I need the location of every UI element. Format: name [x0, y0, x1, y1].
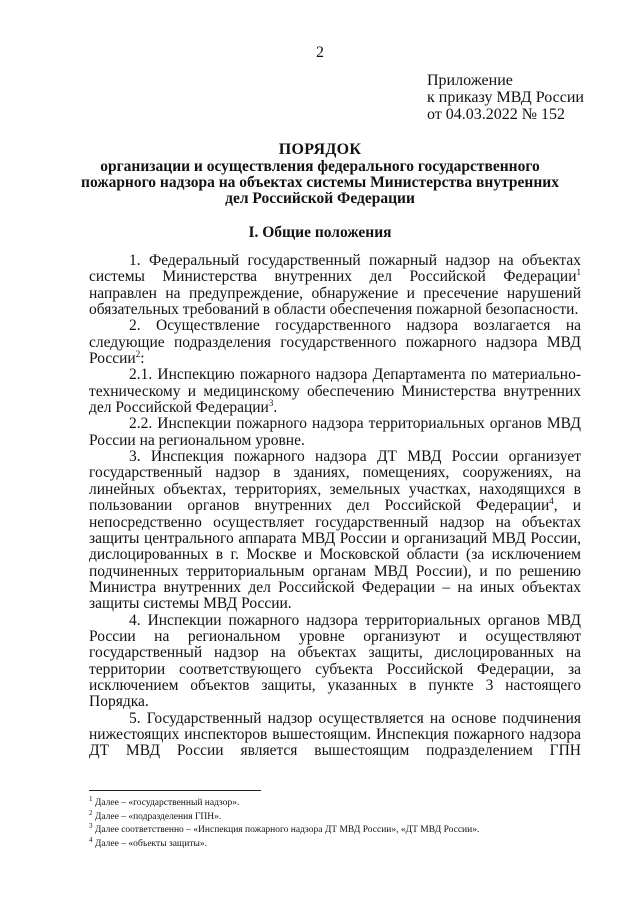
paragraph-1-text: 1. Федеральный государственный пожарный надзор на объектах системы Министерства внутренних дел Российской Федерации — [89, 252, 581, 286]
footnote-4-text: Далее – «объекты защиты». — [92, 838, 207, 849]
footnote-2-text: Далее – «подразделения ГПН». — [92, 811, 222, 822]
page-number: 2 — [316, 44, 324, 61]
footnote-1-number: 1 — [89, 794, 93, 803]
footnote-4 — [89, 835, 589, 852]
paragraph-1-text-cont: направлен на предупреждение, обнаружение и пресечение нарушений обязательных требований в области обеспечения пожарной безопасности. — [89, 284, 581, 319]
footnote-1 — [89, 794, 589, 811]
footnotes — [89, 794, 589, 851]
paragraph-5 — [89, 711, 581, 760]
footnote-1-text: Далее – «государственный надзор». — [92, 798, 240, 808]
paragraph-2-2 — [89, 416, 581, 449]
paragraph-2-1-text: 2.1. Инспекцию пожарного надзора Департамента по материально-техническому и медицинскому обеспечению Министерства внутренних дел Российской Федерации — [89, 366, 581, 417]
footnote-4-number: 4 — [89, 835, 93, 844]
paragraph-4 — [89, 613, 581, 711]
paragraph-5-text: 5. Государственный надзор осуществляется на основе подчинения нижестоящих инспекторов вышестоящим. Инспекция пожарного надзора ДТ МВД России является вышестоящим подразделением ГПН — [89, 709, 581, 760]
footnote-3-number: 3 — [89, 822, 93, 831]
appendix-header — [427, 72, 627, 123]
appendix-line-2: к приказу МВД России — [427, 89, 584, 106]
paragraph-2 — [89, 318, 581, 367]
footnote-2 — [89, 808, 589, 825]
paragraph-3-text-cont: , и непосредственно осуществляет государственный надзор на объектах защиты центрального аппарата МВД России и организаций МВД России, дислоцированных в г. Москве и Московской области (за исключением подчиненных территориальным органам МВД России), и по решению Министра внутренних дел Российской Федерации – на иных объектах защиты системы МВД России. — [89, 497, 581, 613]
paragraph-2-1-text-cont: . — [273, 399, 278, 417]
subtitle-line-1: организации и осуществления федерального государственного — [100, 158, 540, 175]
paragraph-1 — [89, 253, 581, 318]
footnote-ref-2: 2 — [135, 348, 141, 359]
paragraph-3-text: 3. Инспекция пожарного надзора ДТ МВД России организует государственный надзор в зданиях, помещениях, сооружениях, на линейных объектах, территориях, земельных участках, находящихся в пользовании органов внутренних дел Российской Федерации — [89, 448, 581, 515]
paragraph-2-1 — [89, 367, 581, 416]
document-title: ПОРЯДОК — [278, 141, 362, 158]
paragraph-2-2-text: 2.2. Инспекции пожарного надзора территориальных органов МВД России на региональном уровне. — [89, 415, 581, 449]
subtitle-line-2: пожарного надзора на объектах системы Министерства внутренних — [81, 174, 559, 191]
footnote-2-number: 2 — [89, 808, 93, 817]
footnote-divider — [89, 790, 261, 791]
paragraph-4-text: 4. Инспекции пожарного надзора территориальных органов МВД России на региональном уровне организуют и осуществляют государственный надзор на объектах защиты, дислоцированных на территории соответствующего субъекта Российской Федерации, за исключением объектов защиты, указанных в пункте 3 настоящего Порядка. — [89, 611, 581, 711]
footnote-ref-1: 1 — [576, 267, 581, 278]
footnote-3-text: Далее соответственно – «Инспекция пожарного надзора ДТ МВД России», «ДТ МВД России». — [92, 825, 480, 836]
paragraph-3 — [89, 449, 581, 612]
paragraph-2-text: 2. Осуществление государственного надзора возлагается на следующие подразделения государственного пожарного надзора МВД России — [89, 317, 581, 368]
subtitle-line-3: дел Российской Федерации — [225, 190, 415, 207]
document-subtitle — [0, 159, 640, 207]
document-title-block — [0, 141, 640, 207]
appendix-line-1: Приложение — [427, 72, 513, 89]
footnote-ref-3: 3 — [268, 397, 274, 408]
appendix-line-3: от 04.03.2022 № 152 — [427, 106, 566, 123]
footnote-3 — [89, 824, 589, 838]
document-body — [89, 253, 581, 760]
footnote-ref-4: 4 — [549, 496, 554, 506]
section-heading: I. Общие положения — [248, 224, 392, 241]
paragraph-2-text-cont: : — [140, 350, 145, 368]
